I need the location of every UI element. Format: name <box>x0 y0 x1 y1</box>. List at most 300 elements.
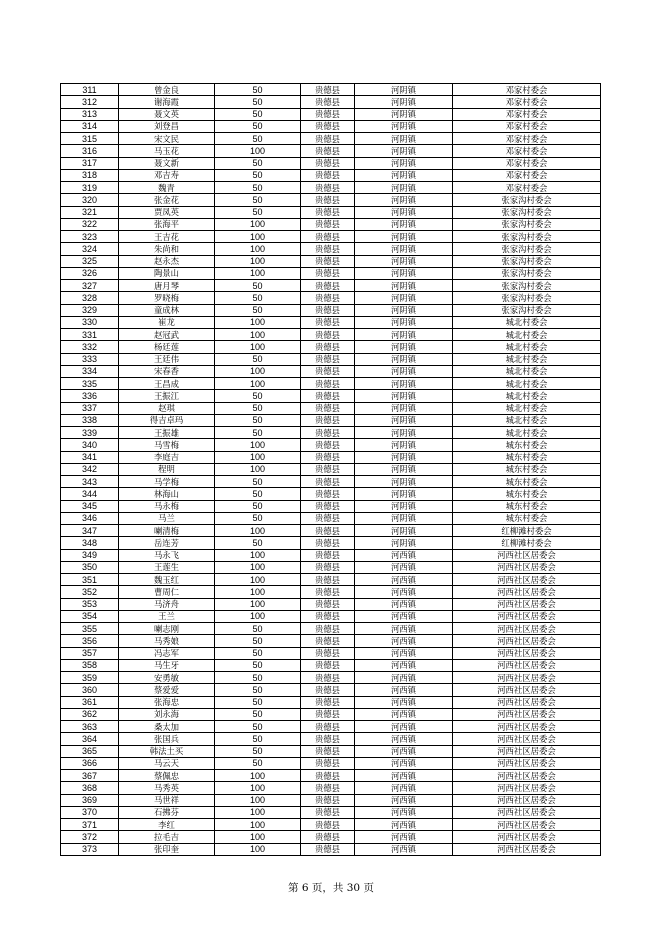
county-cell: 贵德县 <box>301 623 355 635</box>
name-cell: 王昌成 <box>119 378 215 390</box>
serial-number-cell: 346 <box>61 512 119 524</box>
amount-cell: 100 <box>215 316 301 328</box>
serial-number-cell: 318 <box>61 169 119 181</box>
committee-cell: 城东村委会 <box>453 488 601 500</box>
town-cell: 河西镇 <box>355 757 453 769</box>
county-cell: 贵德县 <box>301 806 355 818</box>
serial-number-cell: 336 <box>61 390 119 402</box>
amount-cell: 50 <box>215 157 301 169</box>
name-cell: 安勇敏 <box>119 672 215 684</box>
town-cell: 河西镇 <box>355 684 453 696</box>
committee-cell: 河西社区居委会 <box>453 623 601 635</box>
county-cell: 贵德县 <box>301 610 355 622</box>
name-cell: 王吉花 <box>119 231 215 243</box>
table-row <box>61 182 601 194</box>
serial-number-cell: 350 <box>61 561 119 573</box>
town-cell: 河西镇 <box>355 770 453 782</box>
serial-number-cell: 314 <box>61 120 119 132</box>
name-cell: 马雪梅 <box>119 439 215 451</box>
town-cell: 河西镇 <box>355 549 453 561</box>
county-cell: 贵德县 <box>301 316 355 328</box>
amount-cell: 50 <box>215 659 301 671</box>
committee-cell: 邓家村委会 <box>453 84 601 96</box>
table-row <box>61 206 601 218</box>
county-cell: 贵德县 <box>301 512 355 524</box>
table-row <box>61 598 601 610</box>
amount-cell: 100 <box>215 782 301 794</box>
town-cell: 河阴镇 <box>355 378 453 390</box>
town-cell: 河阴镇 <box>355 182 453 194</box>
table-row <box>61 267 601 279</box>
county-cell: 贵德县 <box>301 243 355 255</box>
serial-number-cell: 356 <box>61 635 119 647</box>
town-cell: 河阴镇 <box>355 194 453 206</box>
name-cell: 刘永海 <box>119 708 215 720</box>
town-cell: 河阴镇 <box>355 280 453 292</box>
table-row <box>61 353 601 365</box>
amount-cell: 50 <box>215 635 301 647</box>
amount-cell: 100 <box>215 794 301 806</box>
table-row <box>61 561 601 573</box>
amount-cell: 50 <box>215 120 301 132</box>
amount-cell: 50 <box>215 353 301 365</box>
town-cell: 河阴镇 <box>355 292 453 304</box>
town-cell: 河阴镇 <box>355 96 453 108</box>
amount-cell: 50 <box>215 684 301 696</box>
amount-cell: 100 <box>215 451 301 463</box>
town-cell: 河阴镇 <box>355 390 453 402</box>
county-cell: 贵德县 <box>301 819 355 831</box>
serial-number-cell: 362 <box>61 708 119 720</box>
table-row <box>61 145 601 157</box>
town-cell: 河西镇 <box>355 561 453 573</box>
name-cell: 魏青 <box>119 182 215 194</box>
committee-cell: 城北村委会 <box>453 329 601 341</box>
amount-cell: 100 <box>215 145 301 157</box>
serial-number-cell: 322 <box>61 218 119 230</box>
county-cell: 贵德县 <box>301 721 355 733</box>
table-row <box>61 537 601 549</box>
table-row <box>61 831 601 843</box>
name-cell: 杨廷莲 <box>119 341 215 353</box>
committee-cell: 河西社区居委会 <box>453 672 601 684</box>
table-row <box>61 378 601 390</box>
name-cell: 程明 <box>119 463 215 475</box>
table-row <box>61 365 601 377</box>
committee-cell: 城东村委会 <box>453 439 601 451</box>
serial-number-cell: 311 <box>61 84 119 96</box>
table-row <box>61 672 601 684</box>
table-row <box>61 231 601 243</box>
amount-cell: 100 <box>215 243 301 255</box>
amount-cell: 50 <box>215 182 301 194</box>
table-row <box>61 194 601 206</box>
amount-cell: 50 <box>215 708 301 720</box>
amount-cell: 50 <box>215 537 301 549</box>
town-cell: 河阴镇 <box>355 341 453 353</box>
county-cell: 贵德县 <box>301 451 355 463</box>
amount-cell: 50 <box>215 169 301 181</box>
table-row <box>61 659 601 671</box>
county-cell: 贵德县 <box>301 770 355 782</box>
table-row <box>61 157 601 169</box>
serial-number-cell: 351 <box>61 574 119 586</box>
table-row <box>61 696 601 708</box>
serial-number-cell: 366 <box>61 757 119 769</box>
serial-number-cell: 335 <box>61 378 119 390</box>
serial-number-cell: 328 <box>61 292 119 304</box>
county-cell: 贵德县 <box>301 292 355 304</box>
town-cell: 河阴镇 <box>355 218 453 230</box>
committee-cell: 张家沟村委会 <box>453 243 601 255</box>
town-cell: 河阴镇 <box>355 304 453 316</box>
table-row <box>61 549 601 561</box>
page-footer: 第 6 页，共 30 页 <box>288 882 374 894</box>
serial-number-cell: 341 <box>61 451 119 463</box>
town-cell: 河西镇 <box>355 831 453 843</box>
amount-cell: 50 <box>215 745 301 757</box>
county-cell: 贵德县 <box>301 218 355 230</box>
county-cell: 贵德县 <box>301 708 355 720</box>
committee-cell: 红柳滩村委会 <box>453 525 601 537</box>
table-row <box>61 120 601 132</box>
committee-cell: 河西社区居委会 <box>453 696 601 708</box>
committee-cell: 邓家村委会 <box>453 108 601 120</box>
town-cell: 河阴镇 <box>355 255 453 267</box>
serial-number-cell: 338 <box>61 414 119 426</box>
town-cell: 河阴镇 <box>355 231 453 243</box>
serial-number-cell: 361 <box>61 696 119 708</box>
committee-cell: 河西社区居委会 <box>453 770 601 782</box>
town-cell: 河阴镇 <box>355 329 453 341</box>
name-cell: 桑太加 <box>119 721 215 733</box>
table-row <box>61 463 601 475</box>
amount-cell: 50 <box>215 194 301 206</box>
serial-number-cell: 343 <box>61 476 119 488</box>
serial-number-cell: 358 <box>61 659 119 671</box>
committee-cell: 河西社区居委会 <box>453 647 601 659</box>
committee-cell: 河西社区居委会 <box>453 598 601 610</box>
serial-number-cell: 319 <box>61 182 119 194</box>
committee-cell: 城北村委会 <box>453 341 601 353</box>
town-cell: 河阴镇 <box>355 525 453 537</box>
town-cell: 河阴镇 <box>355 120 453 132</box>
table-row <box>61 782 601 794</box>
committee-cell: 城北村委会 <box>453 390 601 402</box>
serial-number-cell: 368 <box>61 782 119 794</box>
amount-cell: 100 <box>215 561 301 573</box>
county-cell: 贵德县 <box>301 133 355 145</box>
table-row <box>61 635 601 647</box>
county-cell: 贵德县 <box>301 231 355 243</box>
amount-cell: 100 <box>215 341 301 353</box>
committee-cell: 城北村委会 <box>453 353 601 365</box>
name-cell: 赵冠武 <box>119 329 215 341</box>
county-cell: 贵德县 <box>301 145 355 157</box>
committee-cell: 河西社区居委会 <box>453 561 601 573</box>
table-row <box>61 500 601 512</box>
committee-cell: 邓家村委会 <box>453 157 601 169</box>
town-cell: 河西镇 <box>355 598 453 610</box>
name-cell: 马云天 <box>119 757 215 769</box>
amount-cell: 100 <box>215 231 301 243</box>
town-cell: 河西镇 <box>355 745 453 757</box>
town-cell: 河西镇 <box>355 806 453 818</box>
committee-cell: 城东村委会 <box>453 451 601 463</box>
town-cell: 河阴镇 <box>355 476 453 488</box>
county-cell: 贵德县 <box>301 304 355 316</box>
table-row <box>61 316 601 328</box>
name-cell: 马玉花 <box>119 145 215 157</box>
committee-cell: 城北村委会 <box>453 316 601 328</box>
committee-cell: 张家沟村委会 <box>453 304 601 316</box>
committee-cell: 城北村委会 <box>453 402 601 414</box>
amount-cell: 50 <box>215 292 301 304</box>
amount-cell: 50 <box>215 84 301 96</box>
amount-cell: 100 <box>215 365 301 377</box>
amount-cell: 50 <box>215 500 301 512</box>
name-cell: 赵琪 <box>119 402 215 414</box>
town-cell: 河西镇 <box>355 610 453 622</box>
name-cell: 马世祥 <box>119 794 215 806</box>
name-cell: 张国兵 <box>119 733 215 745</box>
serial-number-cell: 360 <box>61 684 119 696</box>
serial-number-cell: 323 <box>61 231 119 243</box>
committee-cell: 张家沟村委会 <box>453 255 601 267</box>
serial-number-cell: 330 <box>61 316 119 328</box>
town-cell: 河阴镇 <box>355 463 453 475</box>
committee-cell: 城北村委会 <box>453 378 601 390</box>
serial-number-cell: 345 <box>61 500 119 512</box>
table-row <box>61 733 601 745</box>
town-cell: 河阴镇 <box>355 414 453 426</box>
name-cell: 林海山 <box>119 488 215 500</box>
amount-cell: 50 <box>215 672 301 684</box>
committee-cell: 张家沟村委会 <box>453 292 601 304</box>
amount-cell: 50 <box>215 488 301 500</box>
amount-cell: 50 <box>215 733 301 745</box>
committee-cell: 邓家村委会 <box>453 120 601 132</box>
committee-cell: 红柳滩村委会 <box>453 537 601 549</box>
committee-cell: 河西社区居委会 <box>453 794 601 806</box>
name-cell: 刘登昌 <box>119 120 215 132</box>
table-row <box>61 525 601 537</box>
name-cell: 马秀娘 <box>119 635 215 647</box>
county-cell: 贵德县 <box>301 488 355 500</box>
town-cell: 河西镇 <box>355 721 453 733</box>
name-cell: 石拂芬 <box>119 806 215 818</box>
serial-number-cell: 355 <box>61 623 119 635</box>
name-cell: 马生牙 <box>119 659 215 671</box>
town-cell: 河西镇 <box>355 733 453 745</box>
amount-cell: 100 <box>215 525 301 537</box>
town-cell: 河西镇 <box>355 794 453 806</box>
serial-number-cell: 349 <box>61 549 119 561</box>
roster-table-body <box>61 84 601 856</box>
serial-number-cell: 315 <box>61 133 119 145</box>
county-cell: 贵德县 <box>301 463 355 475</box>
amount-cell: 100 <box>215 610 301 622</box>
amount-cell: 50 <box>215 696 301 708</box>
name-cell: 蔡爱爱 <box>119 684 215 696</box>
name-cell: 王廷伟 <box>119 353 215 365</box>
table-row <box>61 488 601 500</box>
name-cell: 邓吉寿 <box>119 169 215 181</box>
table-row <box>61 402 601 414</box>
county-cell: 贵德县 <box>301 439 355 451</box>
table-row <box>61 806 601 818</box>
table-row <box>61 512 601 524</box>
county-cell: 贵德县 <box>301 255 355 267</box>
committee-cell: 邓家村委会 <box>453 96 601 108</box>
table-row <box>61 586 601 598</box>
serial-number-cell: 329 <box>61 304 119 316</box>
name-cell: 韩法土买 <box>119 745 215 757</box>
town-cell: 河西镇 <box>355 672 453 684</box>
county-cell: 贵德县 <box>301 843 355 855</box>
amount-cell: 100 <box>215 378 301 390</box>
table-row <box>61 794 601 806</box>
county-cell: 贵德县 <box>301 390 355 402</box>
amount-cell: 100 <box>215 255 301 267</box>
town-cell: 河阴镇 <box>355 537 453 549</box>
town-cell: 河西镇 <box>355 586 453 598</box>
amount-cell: 50 <box>215 623 301 635</box>
committee-cell: 邓家村委会 <box>453 169 601 181</box>
committee-cell: 河西社区居委会 <box>453 806 601 818</box>
amount-cell: 50 <box>215 476 301 488</box>
table-row <box>61 133 601 145</box>
committee-cell: 河西社区居委会 <box>453 586 601 598</box>
serial-number-cell: 372 <box>61 831 119 843</box>
amount-cell: 100 <box>215 218 301 230</box>
serial-number-cell: 365 <box>61 745 119 757</box>
name-cell: 王振江 <box>119 390 215 402</box>
table-row <box>61 574 601 586</box>
county-cell: 贵德县 <box>301 157 355 169</box>
table-row <box>61 243 601 255</box>
name-cell: 朱尚和 <box>119 243 215 255</box>
committee-cell: 邓家村委会 <box>453 133 601 145</box>
county-cell: 贵德县 <box>301 182 355 194</box>
name-cell: 马兰 <box>119 512 215 524</box>
committee-cell: 张家沟村委会 <box>453 206 601 218</box>
county-cell: 贵德县 <box>301 537 355 549</box>
amount-cell: 50 <box>215 206 301 218</box>
table-row <box>61 255 601 267</box>
committee-cell: 河西社区居委会 <box>453 843 601 855</box>
town-cell: 河阴镇 <box>355 353 453 365</box>
name-cell: 张印奎 <box>119 843 215 855</box>
table-row <box>61 329 601 341</box>
amount-cell: 100 <box>215 598 301 610</box>
county-cell: 贵德县 <box>301 169 355 181</box>
town-cell: 河西镇 <box>355 696 453 708</box>
amount-cell: 100 <box>215 586 301 598</box>
table-row <box>61 745 601 757</box>
name-cell: 马学梅 <box>119 476 215 488</box>
table-row <box>61 721 601 733</box>
name-cell: 喇志刚 <box>119 623 215 635</box>
town-cell: 河西镇 <box>355 659 453 671</box>
town-cell: 河西镇 <box>355 782 453 794</box>
county-cell: 贵德县 <box>301 84 355 96</box>
committee-cell: 城北村委会 <box>453 365 601 377</box>
name-cell: 宋春香 <box>119 365 215 377</box>
committee-cell: 河西社区居委会 <box>453 831 601 843</box>
county-cell: 贵德县 <box>301 427 355 439</box>
committee-cell: 邓家村委会 <box>453 182 601 194</box>
name-cell: 喇清梅 <box>119 525 215 537</box>
town-cell: 河西镇 <box>355 635 453 647</box>
county-cell: 贵德县 <box>301 782 355 794</box>
town-cell: 河阴镇 <box>355 488 453 500</box>
table-row <box>61 684 601 696</box>
county-cell: 贵德县 <box>301 574 355 586</box>
county-cell: 贵德县 <box>301 353 355 365</box>
committee-cell: 河西社区居委会 <box>453 635 601 647</box>
serial-number-cell: 352 <box>61 586 119 598</box>
table-row <box>61 770 601 782</box>
town-cell: 河西镇 <box>355 843 453 855</box>
county-cell: 贵德县 <box>301 500 355 512</box>
town-cell: 河阴镇 <box>355 206 453 218</box>
town-cell: 河西镇 <box>355 819 453 831</box>
town-cell: 河阴镇 <box>355 402 453 414</box>
amount-cell: 100 <box>215 329 301 341</box>
serial-number-cell: 324 <box>61 243 119 255</box>
table-row <box>61 280 601 292</box>
table-row <box>61 757 601 769</box>
town-cell: 河阴镇 <box>355 512 453 524</box>
county-cell: 贵德县 <box>301 635 355 647</box>
serial-number-cell: 332 <box>61 341 119 353</box>
committee-cell: 河西社区居委会 <box>453 684 601 696</box>
amount-cell: 50 <box>215 133 301 145</box>
name-cell: 罗晓梅 <box>119 292 215 304</box>
name-cell: 王兰 <box>119 610 215 622</box>
county-cell: 贵德县 <box>301 378 355 390</box>
county-cell: 贵德县 <box>301 365 355 377</box>
amount-cell: 50 <box>215 304 301 316</box>
committee-cell: 河西社区居委会 <box>453 610 601 622</box>
committee-cell: 张家沟村委会 <box>453 194 601 206</box>
committee-cell: 河西社区居委会 <box>453 549 601 561</box>
committee-cell: 河西社区居委会 <box>453 782 601 794</box>
county-cell: 贵德县 <box>301 831 355 843</box>
serial-number-cell: 337 <box>61 402 119 414</box>
serial-number-cell: 344 <box>61 488 119 500</box>
committee-cell: 张家沟村委会 <box>453 280 601 292</box>
committee-cell: 河西社区居委会 <box>453 733 601 745</box>
serial-number-cell: 347 <box>61 525 119 537</box>
serial-number-cell: 334 <box>61 365 119 377</box>
town-cell: 河阴镇 <box>355 365 453 377</box>
name-cell: 曹周仁 <box>119 586 215 598</box>
table-row <box>61 218 601 230</box>
amount-cell: 50 <box>215 390 301 402</box>
town-cell: 河阴镇 <box>355 439 453 451</box>
serial-number-cell: 325 <box>61 255 119 267</box>
county-cell: 贵德县 <box>301 586 355 598</box>
county-cell: 贵德县 <box>301 745 355 757</box>
table-row <box>61 427 601 439</box>
town-cell: 河阴镇 <box>355 451 453 463</box>
table-row <box>61 292 601 304</box>
table-row <box>61 451 601 463</box>
serial-number-cell: 371 <box>61 819 119 831</box>
table-row <box>61 623 601 635</box>
